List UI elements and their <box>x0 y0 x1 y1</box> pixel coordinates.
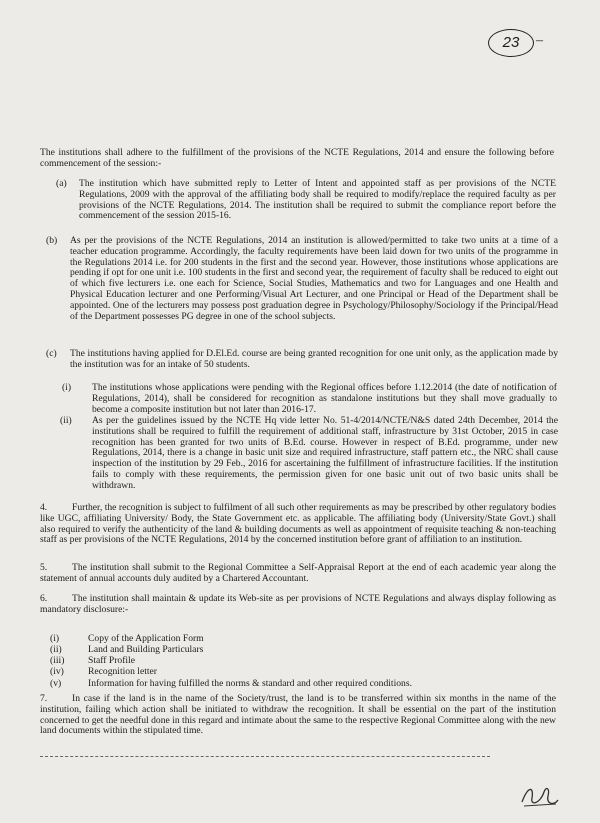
clause-c-label: (c) <box>46 348 57 359</box>
stamp-dash: – <box>536 33 543 48</box>
list-item-label: (iv) <box>50 666 64 677</box>
item-7-text: In case if the land is in the name of the Society/trust, the land is to be transferred within six months in the name of the institution, failing which action shall be initiated to withdraw the recognition. It shall be essential on the part of the institution concerned to get the needful done in this regard and intimate about the same to the respective Regional Committee along with the new land documents within the stipulated time. <box>40 693 556 737</box>
clause-b-text: As per the provisions of the NCTE Regulations, 2014 an institution is allowed/permitted to take two units at a time of a teacher education programme. Accordingly, the faculty requirements have been laid down for two units of the programme in the Regulations 2014 i.e. for 200 students in the first and the second year. However, those institutions whose applications are pending if opt for one unit i.e. 100 students in the first and second year, the requirement of faculty shall be reduced to eight out of which five lecturers i.e. one each for Science, Social Studies, Mathematics and two for Languages and one Health and Physical Education lecturer and one Performing/Visual Art Lecturer, and one Principal or Head of the Department shall be appointed. One of the lecturers may possess post graduation degree in Psychology/Philosophy/Sociology if the Principal/Head of the Department possesses PG degree in one of the school subjects. <box>70 235 558 322</box>
clause-c-sub-ii-text: As per the guidelines issued by the NCTE Hq vide letter No. 51-4/2014/NCTE/N&S dated 24th December, 2014 the institutions shall be required to fulfill the requirement of additional staff, infrastructure by 31st October, 2015 in case recognition has been granted for two units of B.Ed. course. However in respect of B.Ed. programme, under new Regulations, 2014, there is a change in basic unit size and required infrastructure, staff pattern etc., the NRC shall cause inspection of the institution by 29 Feb., 2016 for ascertaining the fulfillment of infrastructure facilities. If the institution fails to comply with these requirements, the permission given for one basic unit out of two basic units shall be withdrawn. <box>92 415 558 491</box>
clause-a-text: The institution which have submitted reply to Letter of Intent and appointed staff as per provisions of the NCTE Regulations, 2009 with the approval of the affiliating body shall be required to modify/replace the required faculty as per provisions of the NCTE Regulations, 2014. The institution shall be required to submit the compliance report before the commencement of the session 2015-16. <box>79 178 556 222</box>
item-6-label: 6. <box>40 593 48 604</box>
clause-c-sub-i-text: The institutions whose applications were pending with the Regional offices before 1.12.2014 (the date of notification of Regulations, 2014), shall be considered for recognition as standalone institutions but they shall move gradually to become a composite institution but not later than 2016-17. <box>92 382 557 415</box>
clause-c-sub-i-label: (i) <box>62 382 72 393</box>
list-item-label: (iii) <box>50 655 65 666</box>
item-6-text: The institution shall maintain & update its Web-site as per provisions of NCTE Regulations and always display following as mandatory disclosure:- <box>40 593 556 615</box>
item-7-label: 7. <box>40 693 48 704</box>
item-5-label: 5. <box>40 562 48 573</box>
signature-mark <box>518 782 562 810</box>
list-item-text: Copy of the Application Form <box>88 633 204 644</box>
list-item-text: Land and Building Particulars <box>88 644 204 655</box>
clause-c-text: The institutions having applied for D.El.Ed. course are being granted recognition for one unit only, as the application made by the institution was for an intake of 50 students. <box>70 348 558 370</box>
page-number-stamp: 23 <box>488 29 534 57</box>
list-item-label: (ii) <box>50 644 62 655</box>
item-4-label: 4. <box>40 502 48 513</box>
list-item-text: Information for having fulfilled the norms & standard and other required conditions. <box>88 678 412 689</box>
list-item-text: Staff Profile <box>88 655 135 666</box>
item-4-text: Further, the recognition is subject to fulfilment of all such other requirements as may be prescribed by other regulatory bodies like UGC, affiliating University/ Body, the State Government etc. as applicable. The affiliating body (University/State Govt.) shall also required to verify the authenticity of the land & building documents as well as appointment of requisite teaching & non-teaching staff as per provisions of the NCTE Regulations, 2014 by the concerned institution before grant of affiliation to an institution. <box>40 502 556 546</box>
intro-paragraph: The institutions shall adhere to the fulfillment of the provisions of the NCTE Regulations, 2014 and ensure the following before commencement of the session:- <box>40 147 554 169</box>
scan-noise-line <box>40 756 490 758</box>
list-item-text: Recognition letter <box>88 666 158 677</box>
list-item-label: (v) <box>50 678 62 689</box>
clause-b-label: (b) <box>46 235 58 246</box>
list-item-label: (i) <box>50 633 60 644</box>
item-5-text: The institution shall submit to the Regional Committee a Self-Appraisal Report at the end of each academic year along the statement of annual accounts duly audited by a Chartered Accountant. <box>40 562 556 584</box>
clause-c-sub-ii-label: (ii) <box>60 415 72 426</box>
clause-a-label: (a) <box>56 178 67 189</box>
